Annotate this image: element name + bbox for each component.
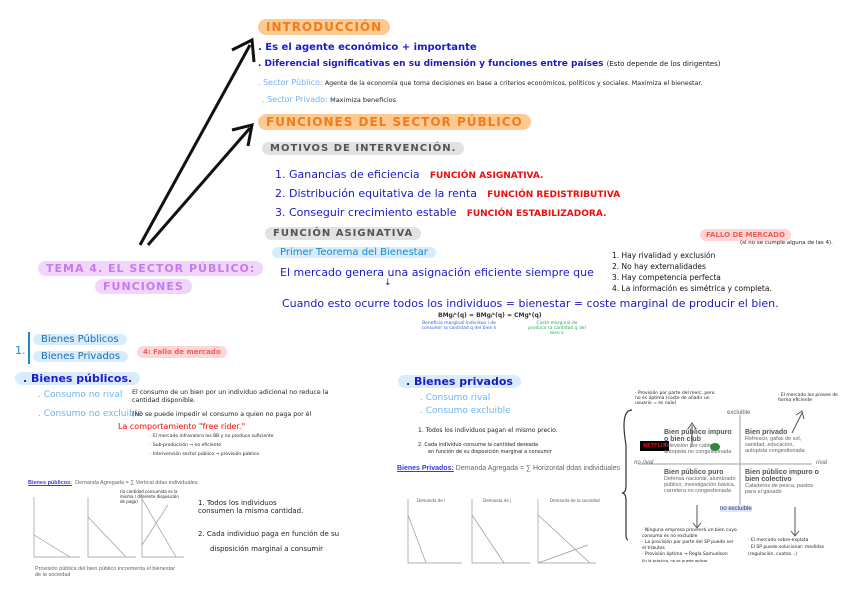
intro-line: . Es el agente económico + importante: [258, 42, 477, 53]
provision-text: Provisión pública del bien público incrementa el bienestar de la sociedad: [35, 566, 176, 578]
note: · La provisión por parte del SP puede ser el tributos: [642, 540, 734, 551]
fallo-mercado-badge: 4: Fallo de mercado: [137, 346, 227, 358]
topic-title: TEMA 4. EL SECTOR PÚBLICO:: [38, 261, 263, 276]
funciones-heading: FUNCIONES DEL SECTOR PÚBLICO: [258, 114, 531, 130]
cuando-text: Cuando esto ocurre todos los individuos = bienestar = coste marginal de producir el bien.: [282, 297, 779, 310]
excluible: . Consumo excluible: [420, 406, 511, 416]
chart-demand-i: [408, 499, 462, 563]
privados-point-2: 2. Cada individuo consume la cantidad deseada: [418, 442, 539, 448]
title: Bien público puro: [664, 469, 724, 476]
quadrant: [620, 385, 848, 599]
bullet: · Sub-producción → no eficiente: [150, 443, 222, 448]
cell-club: [664, 429, 736, 455]
label: Bienes Privados:: [397, 465, 454, 472]
no-rival-text2: cantidad disponible.: [132, 397, 196, 404]
formula: Demanda Agregada = ∑ Vertical ddas individuales: [75, 480, 198, 486]
publicos-point-1: 1. Todos los individuos consumen la misma cantidad.: [198, 499, 304, 515]
text: Refresco, gafas de sol, sanidad, educación, autopista congestionada: [745, 436, 805, 454]
note: (Esto depende de los dirigentes): [606, 60, 721, 68]
down-arrow: ↓: [384, 278, 392, 288]
text: Defensa nacional, alumbrado público, investigación básica, carretera no congestionada: [664, 476, 736, 494]
label-no-excluible: no excluible: [720, 506, 752, 512]
text: 1. Ganancias de eficiencia: [275, 168, 420, 181]
privados-charts: [400, 495, 600, 570]
formula: Demanda Agregada = ∑ Horizontal ddas individuales: [455, 465, 621, 472]
motivo-item: [275, 203, 620, 222]
chart-caption: Demanda de la sociedad: [550, 498, 600, 503]
title: Bien público impuro o bien club: [664, 429, 732, 443]
note: · Provisión óptima → Regla Samuelson: [642, 552, 728, 557]
chart-demand-i: [34, 497, 80, 557]
note: En la práctica, no se puede aplicar: [642, 558, 708, 563]
cell-privado: [745, 429, 817, 454]
intro-heading: INTRODUCCIÓN: [258, 19, 390, 35]
note: · El mercado sobre-explota: [748, 538, 809, 543]
text: 3. Conseguir crecimiento estable: [275, 206, 457, 219]
privados-chart-title: [397, 465, 620, 472]
cell-colectivo: [745, 469, 820, 495]
intro-line: [258, 59, 720, 69]
note-club: · Provisión por parte del merc. pero no es óptima (coste de añadir un usuario = es nulo): [635, 391, 715, 406]
free-rider: La comportamiento "free rider.": [118, 422, 246, 431]
formula-right-note: Coste marginal de producir la cantidad q del bien k: [528, 321, 586, 336]
title: Bien privado: [745, 429, 788, 436]
no-excluible: . Consumo no excluible: [38, 409, 143, 419]
brace: [28, 332, 33, 364]
text: Caladeros de pesca, pastos para el ganado: [745, 483, 814, 495]
label-no-rival: no rival: [634, 460, 654, 466]
no-rival-text: El consumo de un bien por un individuo adicional no reduce la: [132, 389, 329, 396]
privados-heading: . Bienes privados: [398, 375, 521, 388]
tag: FUNCIÓN REDISTRIBUTIVA: [487, 190, 621, 200]
text: Agente de la economía que toma decisiones en base a criterios económicos, políticos y sociales. Maximiza el bienestar.: [324, 80, 703, 87]
publicos-charts: [28, 495, 188, 560]
privados-point-2b: en función de su disposición marginal a consumir: [428, 449, 552, 455]
netflix-logo: NETFLIX: [640, 441, 669, 451]
text: Televisión por cable, autopista no congestionada: [664, 443, 732, 455]
note-puro: [642, 528, 737, 564]
no-rival: . Consumo no rival: [38, 390, 123, 400]
motivos-heading: MOTIVOS DE INTERVENCIÓN.: [262, 142, 464, 155]
fallo-note: (si no se cumple alguna de las 4).: [740, 240, 833, 246]
no-excluible-text: (No se puede impedir el consumo a quien no paga por él: [132, 411, 312, 418]
note: · Ninguna empresa proveerá un bien cuyo consumo es no excluible: [642, 528, 737, 539]
condition: 3. Hay competencia perfecta: [612, 273, 721, 282]
chart-caption: Demanda de j: [483, 498, 512, 503]
topic-subtitle: FUNCIONES: [95, 279, 192, 294]
note: · El SP puede solucionar: medidas (regulación, cuotas...): [748, 545, 825, 557]
bienes-privados-label: Bienes Privados: [33, 351, 128, 362]
asignativa-heading: FUNCIÓN ASIGNATIVA: [265, 227, 421, 240]
chart-note: (la cantidad consumida es la misma / diferente disposición de pago): [120, 489, 179, 504]
text: 2. Distribución equitativa de la renta: [275, 187, 477, 200]
conditions-list: [612, 250, 772, 294]
bienes-number: 1.: [15, 344, 26, 357]
motivo-item: [275, 184, 620, 203]
tag: FUNCIÓN ESTABILIZADORA.: [466, 209, 607, 219]
condition: 1. Hay rivalidad y exclusión: [612, 251, 716, 260]
motivo-item: [275, 165, 620, 184]
bullet: · El mercado infravalora los BB y no produce suficiente: [150, 434, 274, 439]
note-colectivo: [748, 537, 833, 558]
title: Bien público impuro o bien colectivo: [745, 469, 819, 483]
publicos-chart-title: [28, 480, 197, 486]
publicos-point-2b: disposición marginal a consumir: [210, 545, 324, 553]
sector-publico: [258, 78, 702, 87]
bienes-publicos-label: Bienes Públicos: [33, 334, 127, 345]
privados-point-1: 1. Todos los individuos pagan el mismo precio.: [418, 427, 558, 434]
chart-demand-j: [472, 499, 530, 563]
condition: 4. La información es simétrica y completa.: [612, 284, 772, 293]
chart-demand-society: [538, 499, 596, 563]
formula: BMgᵢᵏ(q) = BMgⱼᵏ(q) = CMgᵏ(q): [438, 312, 542, 319]
bullet: · Intervención sector público → provisión pública: [150, 452, 259, 457]
chart-caption: Demanda de i: [417, 498, 446, 503]
fallo-badge: FALLO DE MERCADO: [700, 229, 791, 241]
label: Bienes públicos:: [28, 480, 73, 486]
chart-demand-j: [88, 497, 136, 557]
rival: . Consumo rival: [420, 393, 491, 403]
label-excluible: excluible: [727, 410, 751, 416]
label: . Sector Público:: [258, 78, 323, 87]
note-privado: · El mercado los provee de forma eficiente: [778, 393, 838, 403]
chart-demand-society: [142, 497, 184, 557]
mercado-text: El mercado genera una asignación eficiente siempre que: [280, 266, 594, 279]
condition: 2. No hay externalidades: [612, 262, 706, 271]
label: . Sector Privado:: [262, 95, 328, 104]
motivos-list: [275, 165, 620, 222]
formula-left-note: Beneficio marginal individuo i de consumir la cantidad q del bien k: [421, 321, 497, 331]
text: Maximiza beneficios: [330, 96, 397, 104]
text: . Diferencial significativas en su dimensión y funciones entre países: [258, 59, 604, 69]
publicos-point-2: 2. Cada individuo paga en función de su: [198, 530, 340, 538]
publicos-heading: . Bienes públicos.: [15, 372, 140, 385]
tag: FUNCIÓN ASIGNATIVA.: [429, 171, 544, 181]
label-rival: rival: [816, 460, 828, 466]
brace: [622, 410, 632, 540]
sector-privado: [262, 95, 396, 104]
cell-puro: [664, 469, 739, 494]
teorema: Primer Teorema del Bienestar: [272, 247, 436, 258]
